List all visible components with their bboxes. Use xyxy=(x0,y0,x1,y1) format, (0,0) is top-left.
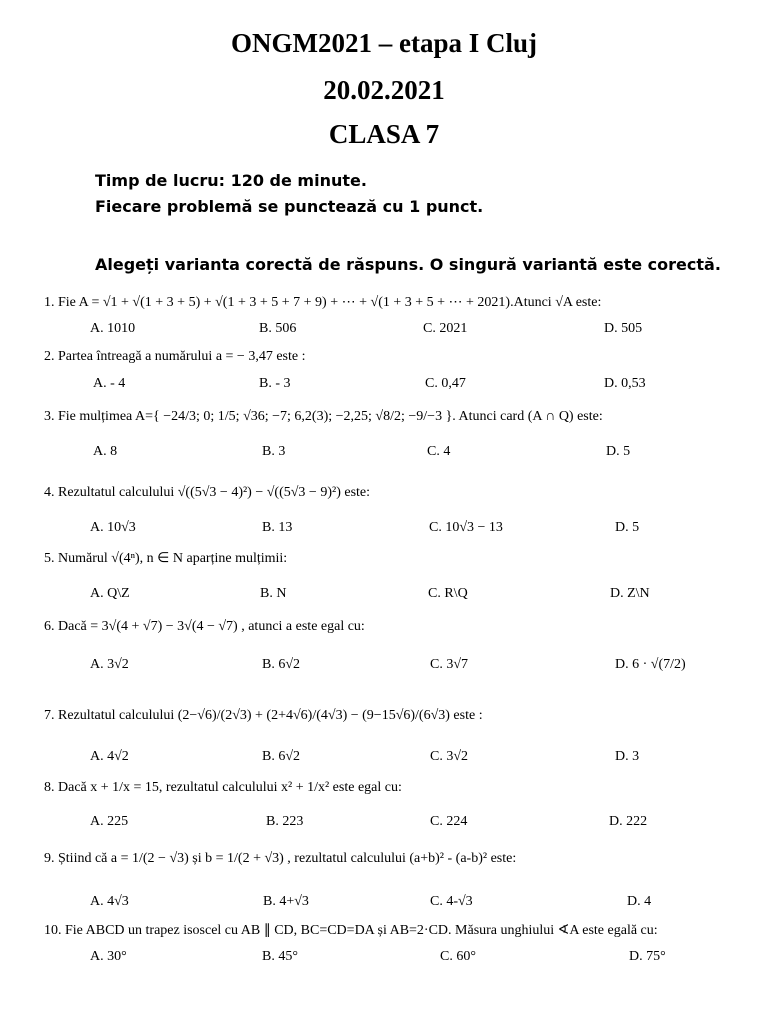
question-2: 2. Partea întreagă a numărului a = − 3,47 este : xyxy=(44,349,306,364)
question-1-option-c: C. 2021 xyxy=(423,321,468,336)
question-7: 7. Rezultatul calculului (2−√6)/(2√3) + (2+4√6)/(4√3) − (9−15√6)/(6√3) este : xyxy=(44,708,483,723)
question-1-option-d: D. 505 xyxy=(604,321,643,336)
exam-date: 20.02.2021 xyxy=(323,75,445,105)
question-9-option-d: D. 4 xyxy=(627,894,652,909)
question-7-option-d: D. 3 xyxy=(615,749,640,764)
question-7-option-b: B. 6√2 xyxy=(262,749,301,764)
question-9-option-c: C. 4-√3 xyxy=(430,894,473,909)
question-3: 3. Fie mulțimea A={ −24/3; 0; 1/5; √36; −7; 6,2(3); −2,25; √8/2; −9/−3 }. Atunci card (A ∩ Q) este: xyxy=(44,409,603,424)
question-6-option-d: D. 6 · √(7/2) xyxy=(615,657,686,672)
question-6-option-c: C. 3√7 xyxy=(430,657,469,672)
question-10-option-b: B. 45° xyxy=(262,949,298,964)
question-8-option-a: A. 225 xyxy=(90,814,129,829)
question-8: 8. Dacă x + 1/x = 15, rezultatul calculului x² + 1/x² este egal cu: xyxy=(44,780,402,795)
question-10-option-d: D. 75° xyxy=(629,949,666,964)
question-3-option-b: B. 3 xyxy=(262,444,286,459)
question-9-option-b: B. 4+√3 xyxy=(263,894,309,909)
question-3-option-a: A. 8 xyxy=(93,444,118,459)
question-5: 5. Numărul √(4ⁿ), n ∈ N aparține mulțimii: xyxy=(44,551,288,566)
question-2-option-d: D. 0,53 xyxy=(604,376,646,391)
question-1: 1. Fie A = √1 + √(1 + 3 + 5) + √(1 + 3 + 5 + 7 + 9) + ⋯ + √(1 + 3 + 5 + ⋯ + 2021).Atunci √A este: xyxy=(44,295,602,310)
question-8-option-d: D. 222 xyxy=(609,814,648,829)
question-3-option-d: D. 5 xyxy=(606,444,631,459)
question-7-option-c: C. 3√2 xyxy=(430,749,469,764)
question-1-option-a: A. 1010 xyxy=(90,321,136,336)
question-2-option-a: A. - 4 xyxy=(93,376,126,391)
question-9: 9. Știind că a = 1/(2 − √3) și b = 1/(2 + √3) , rezultatul calculului (a+b)² - (a-b)² este: xyxy=(44,851,517,866)
question-6: 6. Dacă = 3√(4 + √7) − 3√(4 − √7) , atunci a este egal cu: xyxy=(44,619,365,634)
question-4-option-c: C. 10√3 − 13 xyxy=(429,520,503,535)
question-9-option-a: A. 4√3 xyxy=(90,894,129,909)
question-4: 4. Rezultatul calculului √((5√3 − 4)²) − √((5√3 − 9)²) este: xyxy=(44,485,371,500)
question-10: 10. Fie ABCD un trapez isoscel cu AB ∥ CD, BC=CD=DA și AB=2·CD. Măsura unghiului ∢A este egală cu: xyxy=(44,923,658,938)
answer-instruction: Alegeți varianta corectă de răspuns. O singură variantă este corectă. xyxy=(95,255,721,274)
question-6-option-b: B. 6√2 xyxy=(262,657,301,672)
question-5-option-d: D. Z\N xyxy=(610,586,650,601)
question-10-option-c: C. 60° xyxy=(440,949,476,964)
question-1-option-b: B. 506 xyxy=(259,321,297,336)
grade-label: CLASA 7 xyxy=(328,119,440,149)
question-5-option-a: A. Q\Z xyxy=(90,586,130,601)
question-6-option-a: A. 3√2 xyxy=(90,657,129,672)
question-5-option-b: B. N xyxy=(260,586,287,601)
time-limit: Timp de lucru: 120 de minute. xyxy=(95,171,367,190)
question-10-option-a: A. 30° xyxy=(90,949,127,964)
question-8-option-b: B. 223 xyxy=(266,814,304,829)
scoring-note: Fiecare problemă se punctează cu 1 punct. xyxy=(95,197,484,216)
question-2-option-c: C. 0,47 xyxy=(425,376,466,391)
question-2-option-b: B. - 3 xyxy=(259,376,291,391)
question-3-option-c: C. 4 xyxy=(427,444,451,459)
question-5-option-c: C. R\Q xyxy=(428,586,468,601)
question-4-option-b: B. 13 xyxy=(262,520,293,535)
question-4-option-a: A. 10√3 xyxy=(90,520,136,535)
question-7-option-a: A. 4√2 xyxy=(90,749,129,764)
page-title: ONGM2021 – etapa I Cluj xyxy=(231,28,537,58)
question-4-option-d: D. 5 xyxy=(615,520,640,535)
question-8-option-c: C. 224 xyxy=(430,814,468,829)
